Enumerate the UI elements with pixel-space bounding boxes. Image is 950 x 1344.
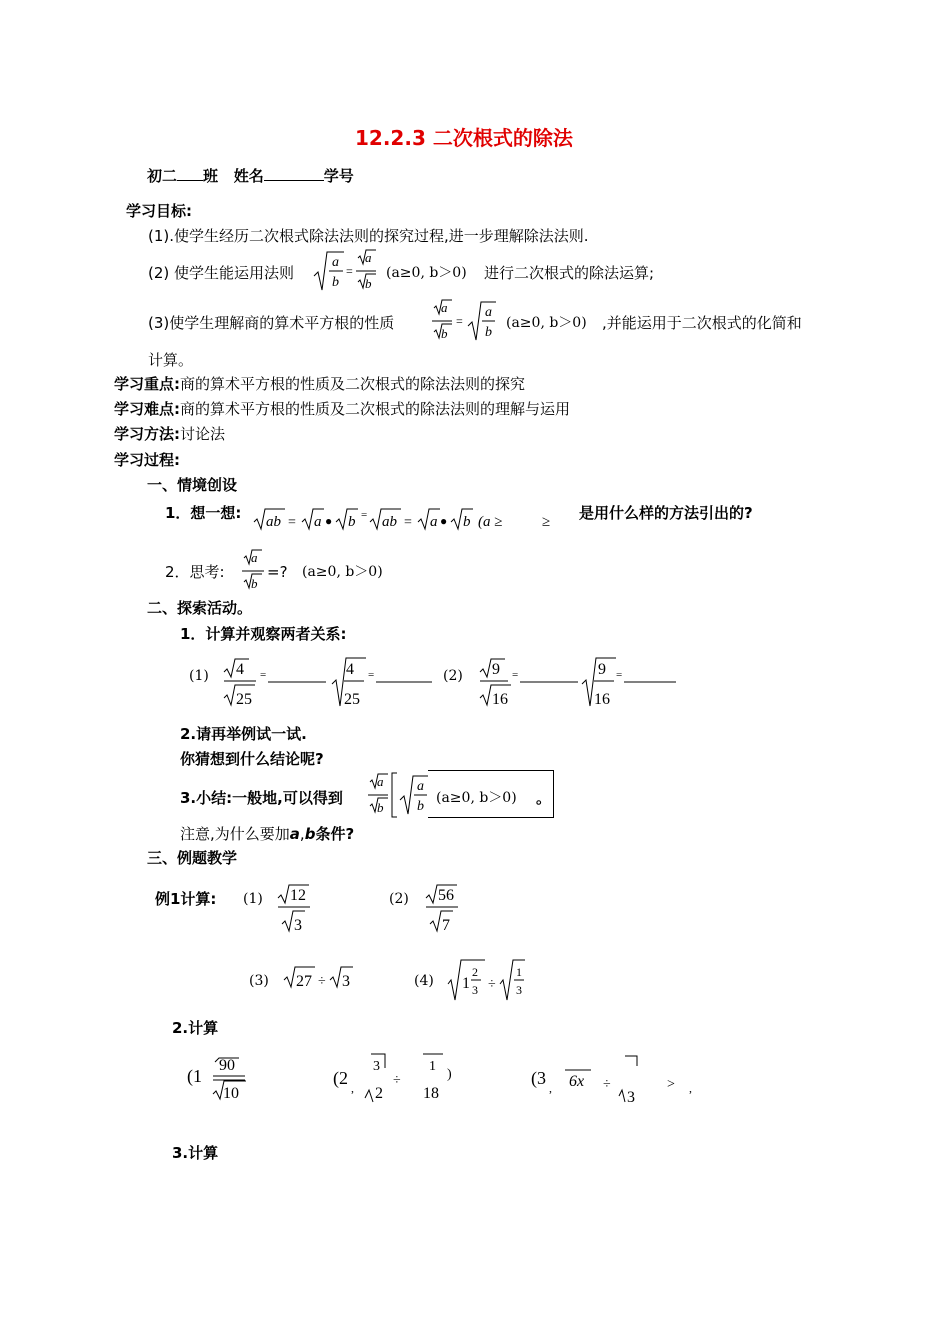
svg-text:3: 3 [342,973,350,990]
svg-text:16: 16 [492,691,508,708]
svg-text:>: > [667,1077,675,1092]
svg-text:9: 9 [598,661,606,678]
svg-text:1: 1 [429,1059,436,1074]
objective-2-condition: (a≥0, b＞0) [386,265,467,281]
explore-item-2: 2.请再举例试一试. [180,725,307,743]
svg-text:6x: 6x [569,1073,585,1090]
note-line [180,824,354,844]
svg-text:=: = [616,669,623,681]
svg-text:a: a [251,550,258,565]
svg-text:(1: (1 [187,1066,202,1086]
difficulty-label: 学习难点: [114,400,180,418]
svg-text:25: 25 [344,691,360,708]
svg-text:,: , [351,1081,354,1095]
page-title: 12.2.3 二次根式的除法 [355,126,573,150]
svg-text:a: a [314,514,322,530]
think-question: 是用什么样的方法引出的? [579,504,753,522]
svg-text:÷: ÷ [393,1073,401,1088]
svg-text:3: 3 [627,1089,635,1106]
explore-item-1: 1．计算并观察两者关系: [180,625,347,643]
objective-3-condition: (a≥0, b＞0) [506,315,587,331]
svg-text:=: = [512,669,519,681]
svg-text:2: 2 [472,965,478,979]
objective-3-prefix: (3)使学生理解商的算术平方根的性质 [148,314,395,332]
note-var-a: a [289,825,300,843]
svg-text:b: b [417,799,424,814]
svg-text:=: = [456,314,463,328]
example-1-part-3-label: (3) [249,973,269,989]
svg-text:=: = [288,515,296,530]
svg-text:ab: ab [382,514,397,530]
svg-text:b: b [441,326,448,341]
svg-text:2: 2 [375,1085,383,1102]
summary-formula [366,770,432,820]
svg-text:4: 4 [346,661,354,678]
svg-text:a: a [377,774,384,789]
svg-text:÷: ÷ [488,977,496,992]
svg-text:(2: (2 [333,1068,348,1088]
explore-part-1-formulas [222,654,442,710]
example-1-part-4-label: (4) [414,973,434,989]
example-1-part-2-formula [424,880,464,936]
svg-text:÷: ÷ [318,974,326,989]
svg-text:7: 7 [442,917,450,934]
example-1-part-1-formula [276,880,316,936]
guess-prompt: 你猜想到什么结论呢? [180,750,324,768]
svg-text:10: 10 [223,1085,239,1102]
objective-2-suffix: 进行二次根式的除法运算; [484,264,655,282]
svg-text:4: 4 [236,661,244,678]
ponder-formula [240,546,268,596]
grade-label: 初二 [147,167,178,185]
difficulty-line [114,399,570,419]
svg-text:b: b [463,514,471,530]
summary-condition: (a≥0, b＞0) [436,790,517,806]
note-prefix: 注意,为什么要加 [180,825,290,843]
section-3-heading: 三、例题教学 [147,849,238,867]
objective-1: (1).使学生经历二次根式除法法则的探究过程,进一步理解除法法则. [148,227,589,245]
key-point-label: 学习重点: [114,375,180,393]
svg-text:=: = [260,669,267,681]
quotient-rule-formula [310,246,376,296]
ponder-condition: (a≥0, b＞0) [302,564,383,580]
objectives-heading: 学习目标: [126,202,192,220]
svg-text:18: 18 [423,1085,439,1102]
example-1-part-2-label: (2) [389,891,409,907]
note-suffix: 条件? [315,825,355,843]
svg-text:a: a [441,300,448,315]
name-label: 姓名 [233,167,264,185]
svg-text:a: a [430,514,438,530]
product-rule-formula [252,506,562,534]
example-3-label: 3.计算 [172,1144,219,1162]
svg-text:3: 3 [516,983,522,997]
note-var-b: b [304,825,316,843]
method-text: 讨论法 [180,425,226,443]
svg-text:,: , [689,1081,692,1095]
objective-3-continued: 计算。 [148,351,194,369]
svg-text:●: ● [325,514,333,528]
svg-text:56: 56 [438,887,454,904]
example-2-formulas [185,1052,705,1108]
summary-label: 3.小结:一般地,可以得到 [180,789,343,807]
svg-text:b: b [365,276,372,291]
svg-text:b: b [348,514,356,530]
svg-text:●: ● [440,514,448,528]
svg-text:16: 16 [594,691,610,708]
process-label: 学习过程: [114,451,180,469]
class-label: 班 [203,167,219,185]
svg-text:3: 3 [373,1059,380,1074]
svg-text:(3: (3 [531,1068,546,1088]
example-1-label: 例1计算: [155,890,217,908]
student-info-line [147,166,354,186]
svg-text:90: 90 [219,1057,235,1074]
example-2-label: 2.计算 [172,1019,219,1037]
quotient-sqrt-property-formula [430,296,496,346]
svg-text:a: a [485,305,492,320]
key-point-line [114,374,525,394]
example-1-part-3-formula [282,964,358,996]
explore-part-1-label: (1) [189,668,209,684]
svg-text:a: a [332,255,339,270]
svg-text:≥: ≥ [542,514,551,530]
svg-text:=: = [404,515,412,530]
id-label: 学号 [323,167,354,185]
svg-text:,: , [549,1081,552,1095]
svg-text:(a ≥: (a ≥ [478,514,503,530]
svg-text:): ) [447,1067,452,1082]
svg-text:=: = [368,669,375,681]
key-point-text: 商的算术平方根的性质及二次根式的除法法则的探究 [180,375,526,393]
ponder-label: 2．思考: [165,563,225,581]
svg-text:a: a [417,779,424,794]
svg-text:a: a [365,250,372,265]
explore-part-2-formulas [478,654,678,710]
section-1-heading: 一、情境创设 [147,476,238,494]
method-line [114,424,225,444]
svg-text:=: = [346,264,353,278]
svg-text:1: 1 [462,975,470,992]
svg-text:27: 27 [296,973,312,990]
svg-text:25: 25 [236,691,252,708]
svg-text:3: 3 [472,983,478,997]
svg-text:3: 3 [294,917,302,934]
svg-text:ab: ab [266,514,281,530]
ponder-question-mark: =? [267,563,288,581]
example-1-part-1-label: (1) [243,891,263,907]
example-1-part-4-formula [446,956,526,1004]
svg-text:b: b [485,325,492,340]
difficulty-text: 商的算术平方根的性质及二次根式的除法法则的理解与运用 [180,400,571,418]
method-label: 学习方法: [114,425,180,443]
svg-text:÷: ÷ [603,1077,611,1092]
svg-text:12: 12 [290,887,306,904]
objective-3-suffix: ,并能运用于二次根式的化简和 [602,314,802,332]
class-blank [177,166,203,181]
think-label: 1．想一想: [165,504,242,522]
name-blank [264,166,324,181]
svg-text:=: = [361,509,368,521]
summary-end: 。 [536,789,552,807]
svg-text:1: 1 [516,965,522,979]
explore-part-2-label: (2) [443,668,463,684]
note-separator: , [299,825,305,843]
objective-2-prefix: (2) 使学生能运用法则 [148,264,295,282]
svg-text:9: 9 [492,661,500,678]
svg-text:b: b [332,275,339,290]
svg-text:b: b [377,800,384,815]
section-2-heading: 二、探索活动。 [147,599,253,617]
svg-text:b: b [251,576,258,591]
